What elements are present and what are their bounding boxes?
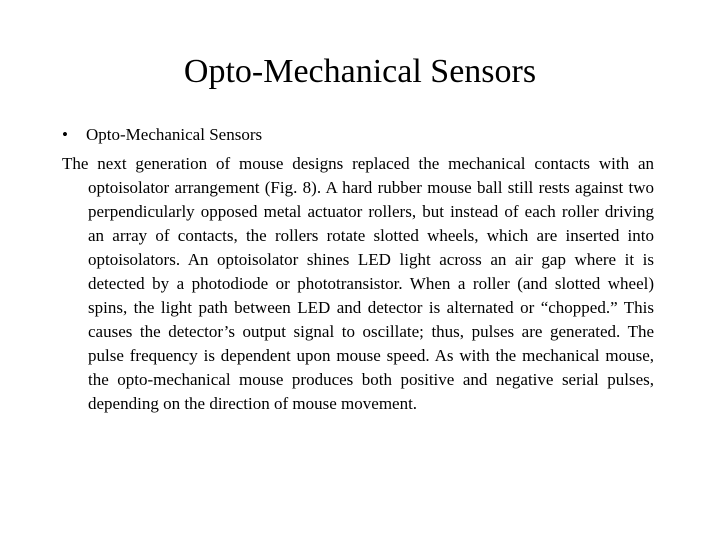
slide-title: Opto-Mechanical Sensors — [183, 53, 537, 90]
bullet-text: Opto-Mechanical Sensors — [86, 125, 263, 144]
bullet-item — [62, 124, 262, 146]
bullet-symbol: • — [62, 125, 68, 144]
body-paragraph: The next generation of mouse designs replaced the mechanical contacts with an optoisolator arrangement (Fig. 8). A hard rubber mouse ball still rests against two perpendicularly opposed metal actuator rollers, but instead of each roller driving an array of contacts, the rollers rotate slotted wheels, which are inserted into optoisolators. An optoisolator shines LED light across an air gap where it is detected by a photodiode or phototransistor. When a roller (and slotted wheel) spins, the light path between LED and detector is alternated or “chopped.” This causes the detector’s output signal to oscillate; thus, pulses are generated. The pulse frequency is dependent upon mouse speed. As with the mechanical mouse, the opto-mechanical mouse produces both positive and negative serial pulses, depending on the direction of mouse movement. — [62, 154, 654, 413]
